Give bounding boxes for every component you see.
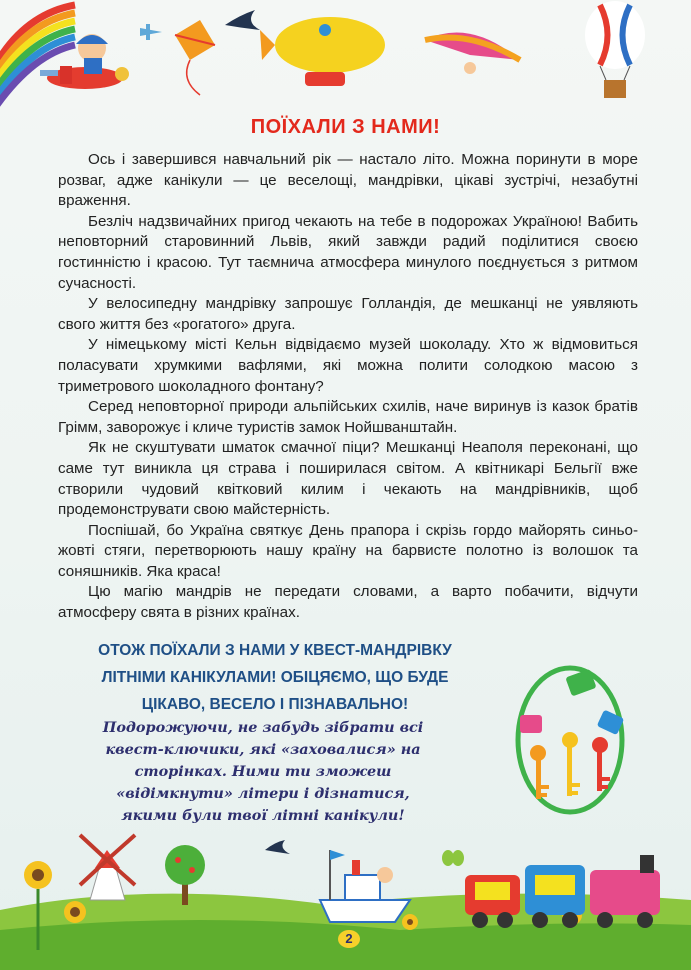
boat-icon [320, 850, 410, 922]
paragraph: Ось і завершився навчальний рік — настало літо. Можна поринути в море розваг, адже канікули — це веселощі, мандрівки, цікаві зустрічі, незабутні враження. [58, 151, 638, 210]
hint-line: сторінках. Ними ти зможеш [134, 763, 392, 780]
paragraph: Як не скуштувати шматок смачної піци? Мешканці Неаполя переконані, що саме тут виникла ця страва і поширилася світом. А квітникарі Бельгії вже створили чудовий квітковий килим і чекають на мандрівників, щоб продемонструвати свою майстерність. [58, 439, 638, 519]
top-illustration [0, 0, 691, 118]
windmill-icon [80, 835, 135, 900]
paragraph: Безліч надзвичайних пригод чекають на тебе в подорожах Україною! Вабить неповторний старовинний Львів, який завжди радий поділитися своєю гостинністю і красою. Тут таємнича атмосфера минулого поєднується з ритмом сучасності. [58, 212, 638, 292]
hint-line: Подорожуючи, не забудь зібрати всі [102, 719, 424, 736]
bird-icon [265, 840, 290, 854]
paragraph: Поспішай, бо Україна святкує День прапора і скрізь гордо майорять синьо-жовті стяги, перетворюють нашу країну на барвисте полотно із волошок та соняшників. Яка краса! [58, 521, 638, 580]
paragraph: У велосипедну мандрівку запрошує Голландія, де мешканці не уявляють свого життя без «рогатого» друга. [58, 295, 638, 333]
hint-line: якими були твої літні канікули! [121, 807, 405, 824]
cta-line: ЦІКАВО, ВЕСЕЛО І ПІЗНАВАЛЬНО! [141, 696, 409, 713]
paragraph: У німецькому місті Кельн відвідаємо музей шоколаду. Хто ж відмовиться поласувати хрумкими вафлями, які можна полити солодкою масою з триметрового шоколадного фонтану? [58, 336, 638, 395]
call-to-action [60, 637, 490, 718]
quest-hint [58, 717, 468, 827]
hint-line: квест-ключики, які «заховалися» на [105, 741, 421, 758]
hot-air-balloon-icon [585, 1, 645, 98]
rainbow-icon [0, 5, 75, 115]
paragraph: Цю магію мандрів не передати словами, а варто побачити, відчути атмосферу свята в різних країнах. [58, 583, 638, 622]
butterfly-icon [442, 850, 464, 866]
article-body [58, 150, 638, 624]
bird-icon [225, 10, 260, 30]
page-number: 2 [338, 930, 360, 948]
small-plane-icon [140, 24, 162, 40]
hint-line: «відімкнути» літери і дізнатися, [116, 785, 410, 802]
paragraph: Серед неповторної природи альпійських схилів, наче виринув із казок братів Грімм, заворожує і кличе туристів замок Нойшванштайн. [58, 398, 638, 436]
cta-line: ЛІТНІМИ КАНІКУЛАМИ! ОБІЦЯЄМО, ЩО БУДЕ [101, 669, 449, 686]
keys-ring-icon [500, 655, 650, 820]
hang-glider-icon [425, 32, 520, 74]
kite-icon [175, 20, 215, 95]
airship-icon [260, 17, 385, 86]
bottom-illustration [0, 830, 691, 970]
cta-line: ОТОЖ ПОЇХАЛИ З НАМИ У КВЕСТ-МАНДРІВКУ [98, 642, 452, 659]
page-title: ПОЇХАЛИ З НАМИ! [250, 116, 441, 138]
